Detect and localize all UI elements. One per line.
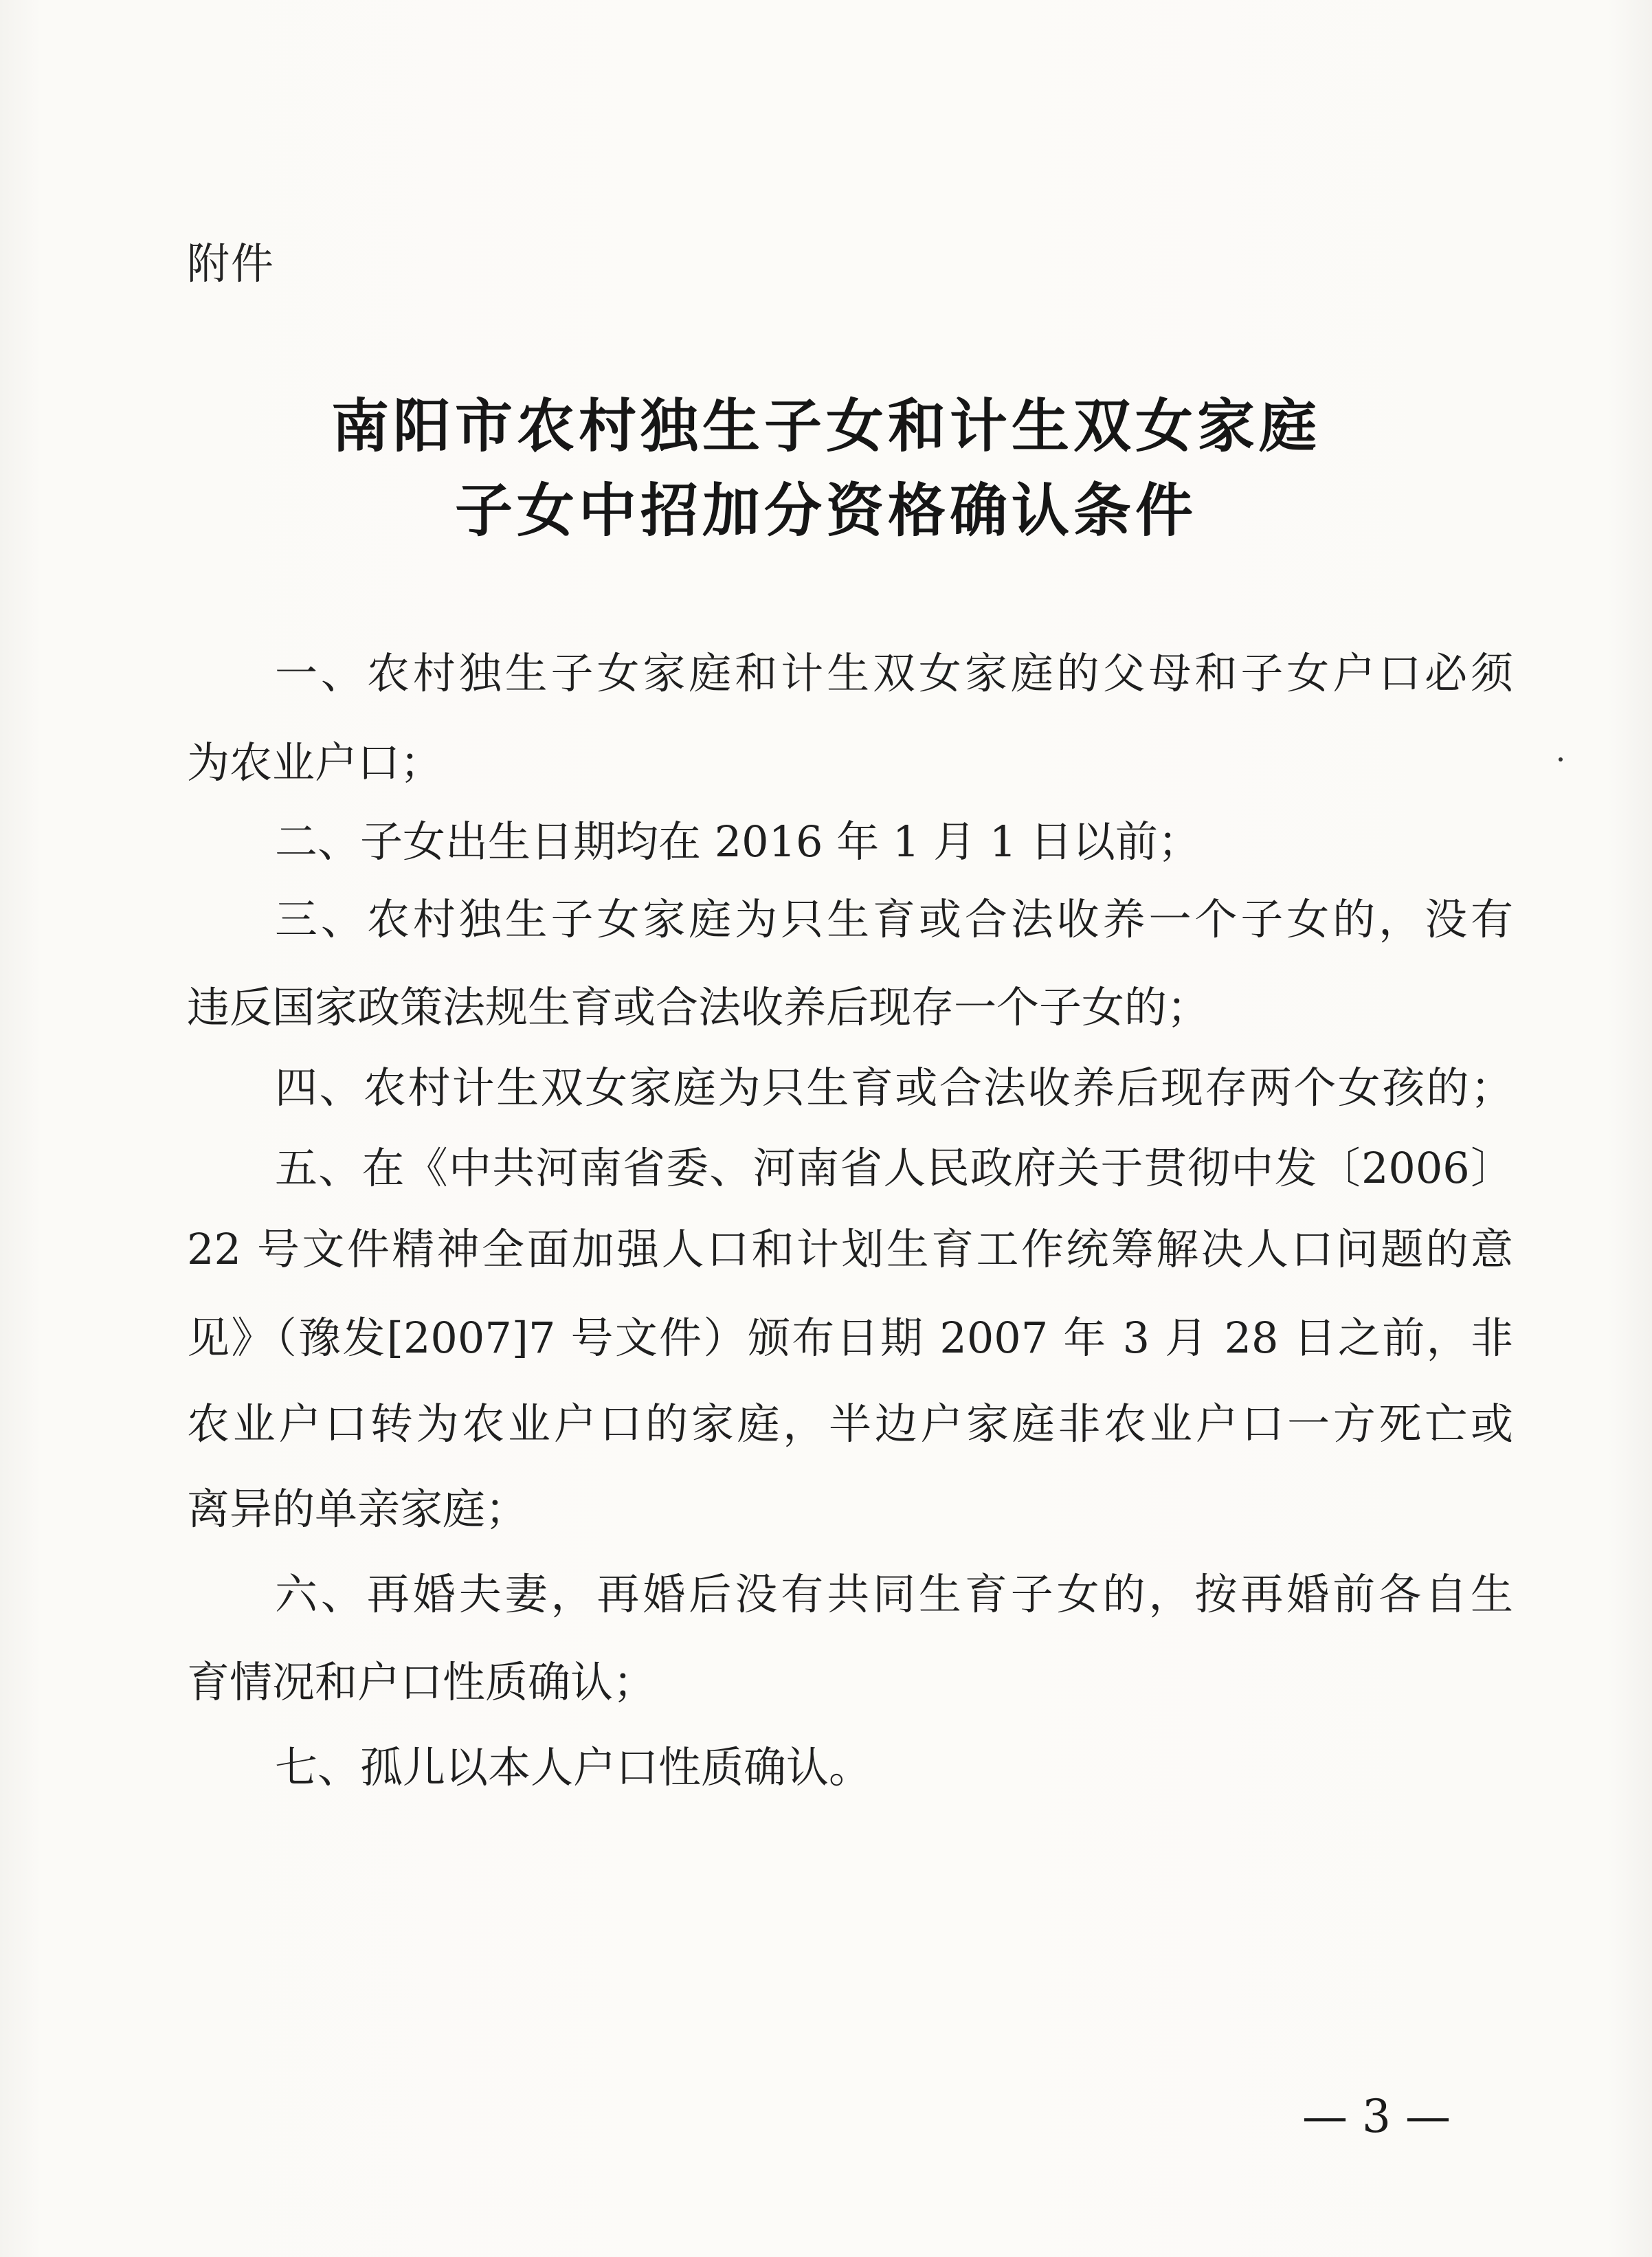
clause-3-line-2: 违反国家政策法规生育或合法收养后现存一个子女的；	[187, 982, 1210, 1032]
clause-1-line-2: 为农业户口；	[187, 737, 443, 788]
document-title-line-2: 子女中招加分资格确认条件	[454, 476, 1197, 544]
clause-1-line-1: 一、农村独生子女家庭和计生双女家庭的父母和子女户口必须	[275, 648, 1513, 698]
clause-2-line-1: 二、子女出生日期均在 2016 年 1 月 1 日以前；	[275, 816, 1201, 867]
clause-6-line-1: 六、再婚夫妻，再婚后没有共同生育子女的，按再婚前各自生	[275, 1569, 1513, 1619]
clause-4-line-1: 四、农村计生双女家庭为只生育或合法收养后现存两个女孩的；	[275, 1063, 1513, 1113]
clause-5-line-1: 五、在《中共河南省委、河南省人民政府关于贯彻中发〔2006〕	[275, 1143, 1513, 1193]
clause-3-line-1: 三、农村独生子女家庭为只生育或合法收养一个子女的，没有	[275, 894, 1513, 944]
attachment-label: 附件	[187, 238, 276, 289]
clause-5-line-3: 见》（豫发[2007]7 号文件）颁布日期 2007 年 3 月 28 日之前，非	[187, 1313, 1513, 1363]
clause-5-line-2: 22 号文件精神全面加强人口和计划生育工作统筹解决人口问题的意	[187, 1224, 1513, 1274]
clause-7-line-1: 七、孤儿以本人户口性质确认。	[275, 1742, 872, 1792]
document-title-line-1: 南阳市农村独生子女和计生双女家庭	[331, 392, 1321, 460]
clause-5-line-5: 离异的单亲家庭；	[187, 1484, 528, 1534]
page-number: — 3 —	[1302, 2090, 1451, 2143]
clause-5-line-4: 农业户口转为农业户口的家庭，半边户家庭非农业户口一方死亡或	[187, 1399, 1513, 1449]
clause-6-line-2: 育情况和户口性质确认；	[187, 1657, 656, 1707]
scan-speck	[1559, 757, 1563, 761]
